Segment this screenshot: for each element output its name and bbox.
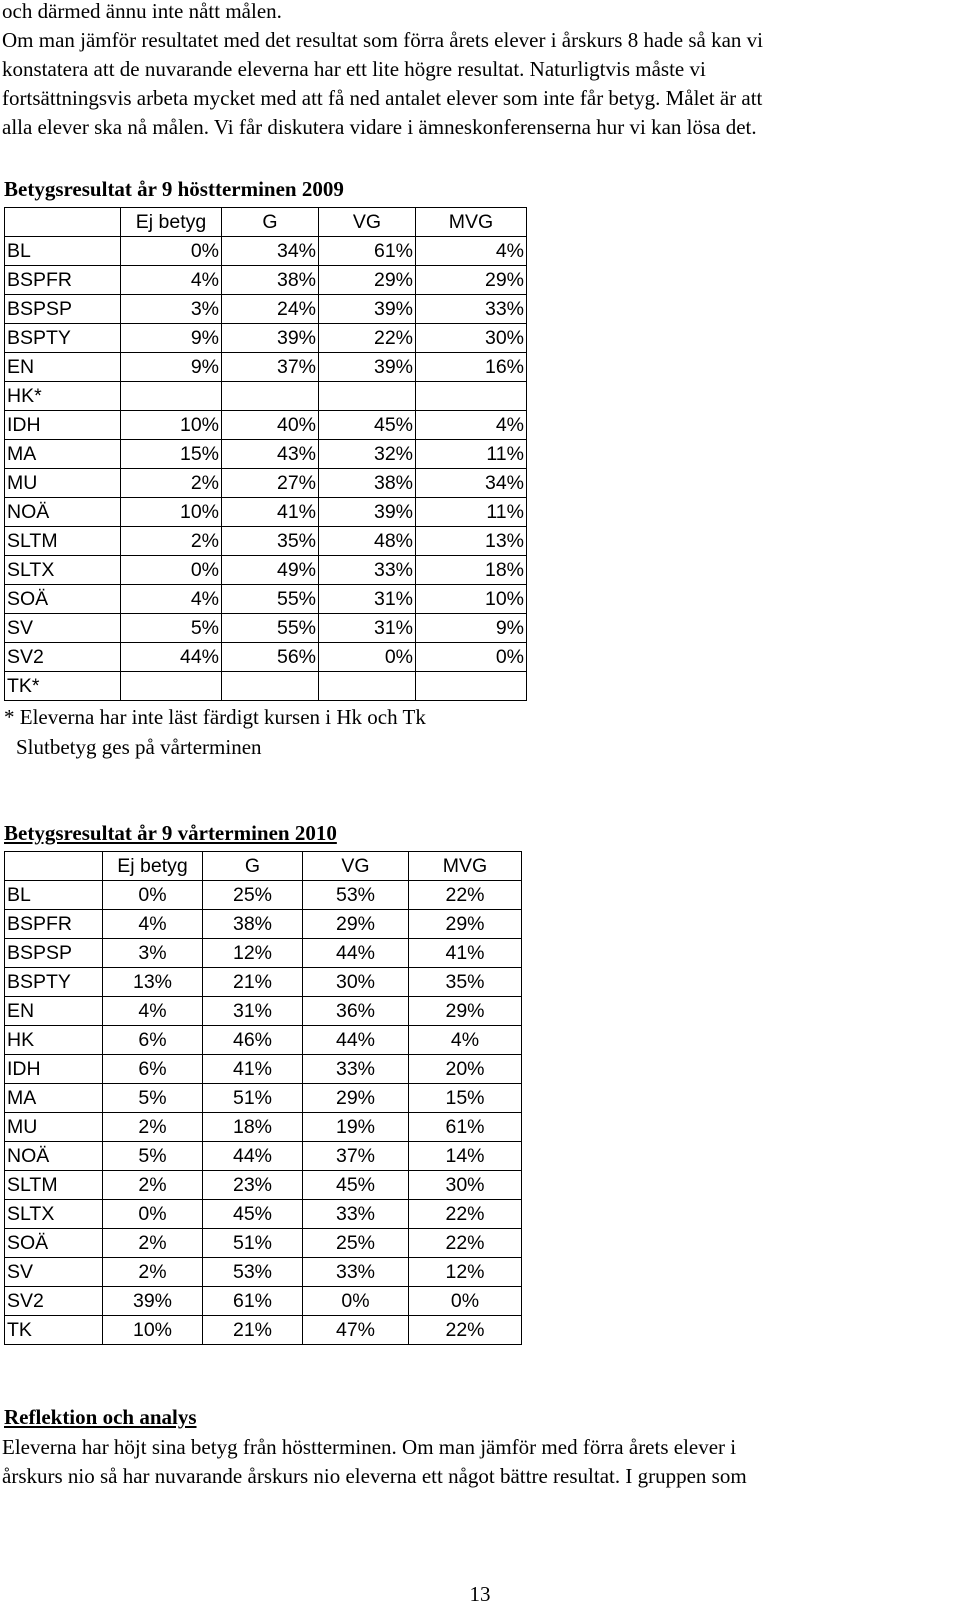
subject-cell: BSPFR (5, 266, 121, 295)
grade-cell: 4% (121, 266, 222, 295)
column-header (5, 208, 121, 237)
subject-cell: BSPTY (5, 324, 121, 353)
table-row (5, 910, 522, 939)
subject-cell: SV (5, 1258, 103, 1287)
subject-cell: EN (5, 997, 103, 1026)
grade-cell: 45% (203, 1200, 303, 1229)
grade-cell: 9% (121, 353, 222, 382)
subject-cell: SV2 (5, 643, 121, 672)
grade-cell: 0% (319, 643, 416, 672)
grade-cell: 4% (103, 910, 203, 939)
grade-cell: 18% (416, 556, 527, 585)
grade-cell: 5% (121, 614, 222, 643)
grade-cell: 33% (303, 1258, 409, 1287)
table-header-row (5, 208, 527, 237)
grade-cell: 20% (409, 1055, 522, 1084)
grade-cell: 11% (416, 440, 527, 469)
table-row (5, 939, 522, 968)
grade-cell: 16% (416, 353, 527, 382)
grade-cell: 29% (303, 910, 409, 939)
table-header-row (5, 852, 522, 881)
grade-cell: 39% (319, 353, 416, 382)
grade-cell: 35% (222, 527, 319, 556)
grade-cell: 0% (121, 556, 222, 585)
grade-cell: 61% (203, 1287, 303, 1316)
reflection-title: Reflektion och analys (4, 1405, 197, 1429)
grade-cell: 39% (319, 295, 416, 324)
grade-cell: 29% (409, 910, 522, 939)
subject-cell: SLTX (5, 556, 121, 585)
grade-cell: 39% (222, 324, 319, 353)
subject-cell: MA (5, 1084, 103, 1113)
grade-cell: 10% (121, 498, 222, 527)
grade-cell: 36% (303, 997, 409, 1026)
subject-cell: EN (5, 353, 121, 382)
grade-cell: 31% (319, 585, 416, 614)
text-line: årskurs nio så har nuvarande årskurs nio eleverna ett något bättre resultat. I gruppen som (2, 1464, 747, 1488)
column-header: G (203, 852, 303, 881)
table-row (5, 411, 527, 440)
grade-cell: 41% (222, 498, 319, 527)
subject-cell: BSPTY (5, 968, 103, 997)
grade-cell: 45% (319, 411, 416, 440)
grade-cell (416, 672, 527, 701)
grade-cell: 39% (319, 498, 416, 527)
table-row (5, 968, 522, 997)
grade-cell: 0% (121, 237, 222, 266)
grade-cell: 51% (203, 1229, 303, 1258)
spring-2010-title: Betygsresultat år 9 vårterminen 2010 (4, 821, 337, 845)
grade-cell: 38% (203, 910, 303, 939)
grade-cell: 2% (121, 469, 222, 498)
table-row (5, 1229, 522, 1258)
grade-cell: 2% (121, 527, 222, 556)
table-row (5, 1287, 522, 1316)
grade-cell: 53% (203, 1258, 303, 1287)
grade-cell: 21% (203, 968, 303, 997)
grade-cell (121, 672, 222, 701)
table-row (5, 324, 527, 353)
subject-cell: SLTM (5, 1171, 103, 1200)
grade-cell: 0% (303, 1287, 409, 1316)
grade-cell: 24% (222, 295, 319, 324)
text-line: Eleverna har höjt sina betyg från höstterminen. Om man jämför med förra årets elever i (2, 1435, 737, 1459)
table-row (5, 1258, 522, 1287)
grade-cell: 18% (203, 1113, 303, 1142)
column-header: G (222, 208, 319, 237)
grade-cell: 22% (409, 1200, 522, 1229)
column-header (5, 852, 103, 881)
grade-cell: 33% (303, 1200, 409, 1229)
table-row (5, 237, 527, 266)
grade-cell: 25% (203, 881, 303, 910)
autumn-2009-table (4, 207, 527, 701)
grade-cell: 44% (303, 1026, 409, 1055)
table-row (5, 295, 527, 324)
column-header: MVG (409, 852, 522, 881)
grade-cell: 44% (203, 1142, 303, 1171)
grade-cell: 34% (416, 469, 527, 498)
table-row (5, 585, 527, 614)
column-header: VG (319, 208, 416, 237)
grade-cell: 30% (409, 1171, 522, 1200)
subject-cell: HK* (5, 382, 121, 411)
table-row (5, 1316, 522, 1345)
grade-cell: 55% (222, 585, 319, 614)
footnote-line: * Eleverna har inte läst färdigt kursen i Hk och Tk (4, 705, 426, 729)
grade-cell: 3% (121, 295, 222, 324)
grade-cell: 39% (103, 1287, 203, 1316)
grade-cell: 22% (409, 1229, 522, 1258)
grade-cell: 41% (203, 1055, 303, 1084)
table-row (5, 382, 527, 411)
grade-cell: 13% (103, 968, 203, 997)
text-line: och därmed ännu inte nått målen. (2, 0, 282, 23)
grade-cell (416, 382, 527, 411)
table-row (5, 1113, 522, 1142)
grade-cell: 34% (222, 237, 319, 266)
grade-cell: 31% (319, 614, 416, 643)
grade-cell: 6% (103, 1055, 203, 1084)
grade-cell: 49% (222, 556, 319, 585)
subject-cell: BL (5, 237, 121, 266)
grade-cell: 9% (416, 614, 527, 643)
table-row (5, 1055, 522, 1084)
grade-cell: 5% (103, 1084, 203, 1113)
grade-cell: 13% (416, 527, 527, 556)
grade-cell (319, 382, 416, 411)
grade-cell: 61% (409, 1113, 522, 1142)
grade-cell: 37% (222, 353, 319, 382)
grade-cell: 38% (319, 469, 416, 498)
grade-cell: 32% (319, 440, 416, 469)
table-row (5, 1026, 522, 1055)
column-header: MVG (416, 208, 527, 237)
grade-cell: 0% (416, 643, 527, 672)
grade-cell: 41% (409, 939, 522, 968)
subject-cell: MA (5, 440, 121, 469)
subject-cell: SOÄ (5, 585, 121, 614)
subject-cell: IDH (5, 411, 121, 440)
grade-cell: 4% (416, 237, 527, 266)
subject-cell: TK* (5, 672, 121, 701)
table-row (5, 672, 527, 701)
grade-cell: 0% (103, 1200, 203, 1229)
page-number: 13 (469, 1582, 491, 1606)
intro-paragraph (2, 0, 952, 142)
table-row (5, 614, 527, 643)
grade-cell: 3% (103, 939, 203, 968)
grade-cell: 4% (121, 585, 222, 614)
subject-cell: SLTM (5, 527, 121, 556)
grade-cell: 12% (409, 1258, 522, 1287)
reflection-paragraph (2, 1433, 952, 1491)
grade-cell: 2% (103, 1113, 203, 1142)
table-row (5, 1142, 522, 1171)
grade-cell: 27% (222, 469, 319, 498)
grade-cell: 46% (203, 1026, 303, 1055)
grade-cell: 11% (416, 498, 527, 527)
grade-cell: 51% (203, 1084, 303, 1113)
grade-cell: 29% (303, 1084, 409, 1113)
autumn-2009-title: Betygsresultat år 9 höstterminen 2009 (4, 177, 344, 201)
grade-cell: 2% (103, 1171, 203, 1200)
grade-cell (222, 672, 319, 701)
table-row (5, 1171, 522, 1200)
subject-cell: SOÄ (5, 1229, 103, 1258)
subject-cell: SLTX (5, 1200, 103, 1229)
grade-cell: 53% (303, 881, 409, 910)
grade-cell: 15% (121, 440, 222, 469)
grade-cell: 2% (103, 1229, 203, 1258)
text-line: alla elever ska nå målen. Vi får diskutera vidare i ämneskonferenserna hur vi kan lösa det. (2, 115, 757, 139)
grade-cell: 33% (416, 295, 527, 324)
grade-cell: 12% (203, 939, 303, 968)
table-row (5, 498, 527, 527)
grade-cell: 22% (409, 881, 522, 910)
grade-cell: 6% (103, 1026, 203, 1055)
grade-cell: 40% (222, 411, 319, 440)
table-row (5, 997, 522, 1026)
grade-cell: 22% (319, 324, 416, 353)
subject-cell: IDH (5, 1055, 103, 1084)
footnote-line: Slutbetyg ges på vårterminen (16, 735, 262, 759)
grade-cell: 29% (409, 997, 522, 1026)
grade-cell: 55% (222, 614, 319, 643)
grade-cell: 33% (319, 556, 416, 585)
subject-cell: SV (5, 614, 121, 643)
table-row (5, 527, 527, 556)
table-row (5, 881, 522, 910)
grade-cell: 15% (409, 1084, 522, 1113)
column-header: Ej betyg (103, 852, 203, 881)
grade-cell: 2% (103, 1258, 203, 1287)
grade-cell: 38% (222, 266, 319, 295)
table-row (5, 440, 527, 469)
grade-cell: 61% (319, 237, 416, 266)
grade-cell: 4% (409, 1026, 522, 1055)
text-line: Om man jämför resultatet med det resultat som förra årets elever i årskurs 8 hade så kan vi (2, 28, 763, 52)
grade-cell (121, 382, 222, 411)
grade-cell: 44% (303, 939, 409, 968)
grade-cell: 30% (303, 968, 409, 997)
grade-cell: 10% (103, 1316, 203, 1345)
grade-cell: 48% (319, 527, 416, 556)
grade-cell: 56% (222, 643, 319, 672)
table-row (5, 266, 527, 295)
subject-cell: BL (5, 881, 103, 910)
grade-cell: 29% (416, 266, 527, 295)
grade-cell: 21% (203, 1316, 303, 1345)
autumn-2009-footnote (4, 702, 426, 762)
table-row (5, 469, 527, 498)
grade-cell: 9% (121, 324, 222, 353)
subject-cell: MU (5, 1113, 103, 1142)
grade-cell: 22% (409, 1316, 522, 1345)
grade-cell: 5% (103, 1142, 203, 1171)
grade-cell: 25% (303, 1229, 409, 1258)
grade-cell: 47% (303, 1316, 409, 1345)
grade-cell: 44% (121, 643, 222, 672)
column-header: VG (303, 852, 409, 881)
grade-cell: 0% (103, 881, 203, 910)
subject-cell: TK (5, 1316, 103, 1345)
table-row (5, 643, 527, 672)
subject-cell: BSPSP (5, 939, 103, 968)
spring-2010-table (4, 851, 522, 1345)
grade-cell: 31% (203, 997, 303, 1026)
subject-cell: MU (5, 469, 121, 498)
grade-cell (319, 672, 416, 701)
grade-cell (222, 382, 319, 411)
grade-cell: 29% (319, 266, 416, 295)
subject-cell: NOÄ (5, 498, 121, 527)
table-row (5, 353, 527, 382)
grade-cell: 4% (103, 997, 203, 1026)
grade-cell: 45% (303, 1171, 409, 1200)
subject-cell: NOÄ (5, 1142, 103, 1171)
grade-cell: 35% (409, 968, 522, 997)
subject-cell: SV2 (5, 1287, 103, 1316)
subject-cell: BSPSP (5, 295, 121, 324)
text-line: fortsättningsvis arbeta mycket med att få ned antalet elever som inte får betyg. Målet är att (2, 86, 763, 110)
grade-cell: 19% (303, 1113, 409, 1142)
grade-cell: 30% (416, 324, 527, 353)
grade-cell: 4% (416, 411, 527, 440)
grade-cell: 10% (416, 585, 527, 614)
table-row (5, 556, 527, 585)
grade-cell: 23% (203, 1171, 303, 1200)
grade-cell: 33% (303, 1055, 409, 1084)
table-row (5, 1084, 522, 1113)
table-row (5, 1200, 522, 1229)
grade-cell: 10% (121, 411, 222, 440)
grade-cell: 0% (409, 1287, 522, 1316)
grade-cell: 14% (409, 1142, 522, 1171)
subject-cell: HK (5, 1026, 103, 1055)
grade-cell: 43% (222, 440, 319, 469)
grade-cell: 37% (303, 1142, 409, 1171)
subject-cell: BSPFR (5, 910, 103, 939)
text-line: konstatera att de nuvarande eleverna har ett lite högre resultat. Naturligtvis måste vi (2, 57, 706, 81)
column-header: Ej betyg (121, 208, 222, 237)
